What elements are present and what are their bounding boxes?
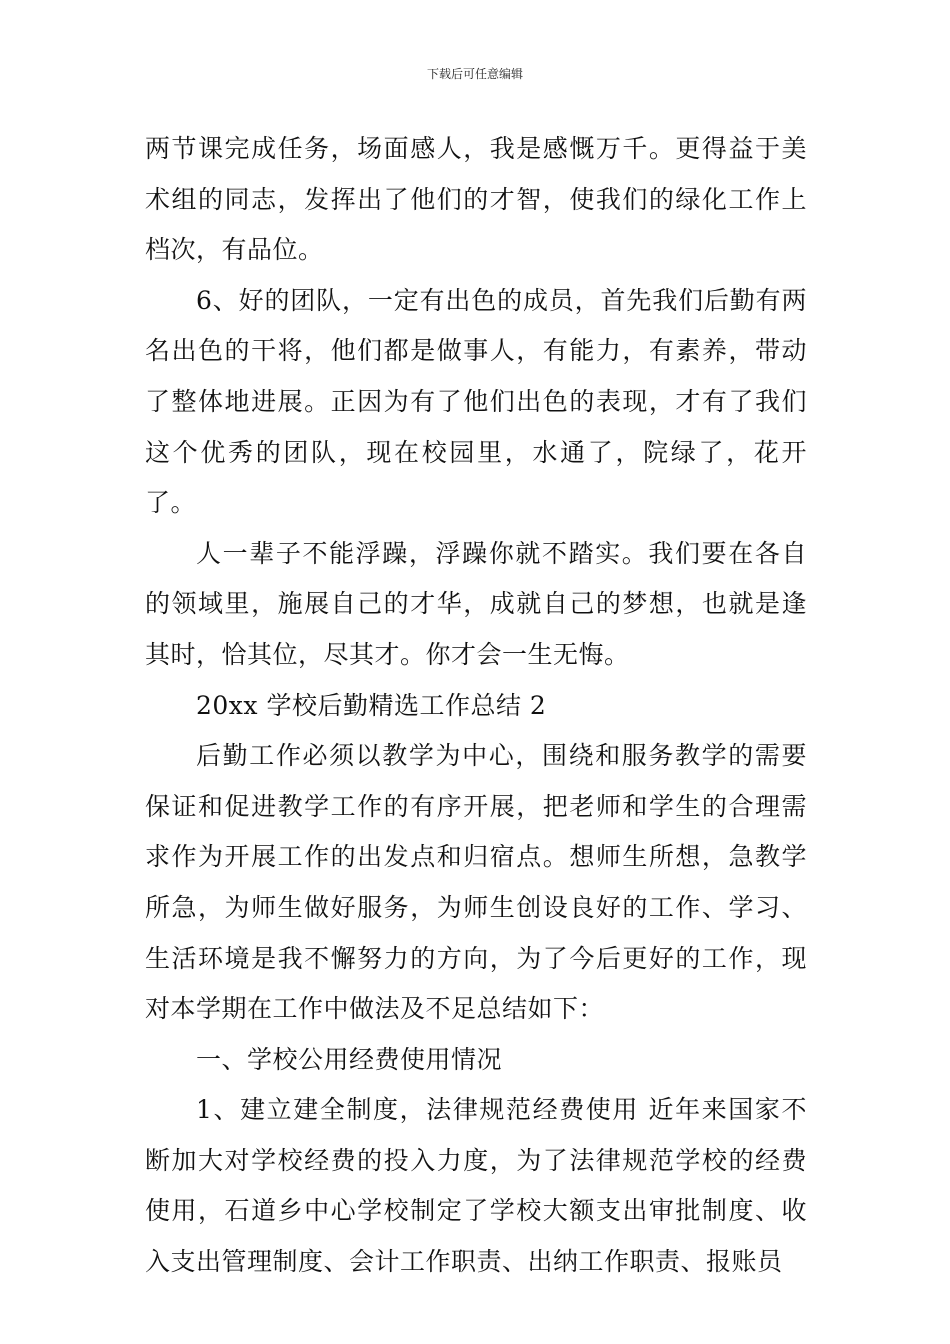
paragraph: 人一辈子不能浮躁，浮躁你就不踏实。我们要在各自的领域里，施展自己的才华，成就自己的梦想，也就是逢其时，恰其位，尽其才。你才会一生无悔。 (145, 538, 807, 669)
section-heading: 一、学校公用经费使用情况 (196, 1044, 503, 1074)
paragraph: 1、建立建全制度，法律规范经费使用 近年来国家不断加大对学校经费的投入力度，为了法律规范学校的经费使用，石道乡中心学校制定了学校大额支出审批制度、收入支出管理制度、会计工作职责、出纳工作职责、报账员 (145, 1095, 807, 1277)
page-header-note: 下载后可任意编辑 (426, 67, 523, 81)
paragraph: 两节课完成任务，场面感人，我是感慨万千。更得益于美术组的同志，发挥出了他们的才智，使我们的绿化工作上档次，有品位。 (145, 134, 807, 265)
section-heading: 20xx 学校后勤精选工作总结 2 (196, 690, 547, 720)
paragraph: 6、好的团队，一定有出色的成员，首先我们后勤有两名出色的干将，他们都是做事人，有能力，有素养，带动了整体地进展。正因为有了他们出色的表现，才有了我们这个优秀的团队，现在校园里，水通了，院绿了，花开了。 (145, 285, 807, 518)
document-body (145, 124, 807, 1288)
paragraph: 后勤工作必须以教学为中心，围绕和服务教学的需要保证和促进教学工作的有序开展，把老师和学生的合理需求作为开展工作的出发点和归宿点。想师生所想，急教学所急，为师生做好服务，为师生创设良好的工作、学习、生活环境是我不懈努力的方向，为了今后更好的工作，现对本学期在工作中做法及不足总结如下： (145, 741, 807, 1024)
